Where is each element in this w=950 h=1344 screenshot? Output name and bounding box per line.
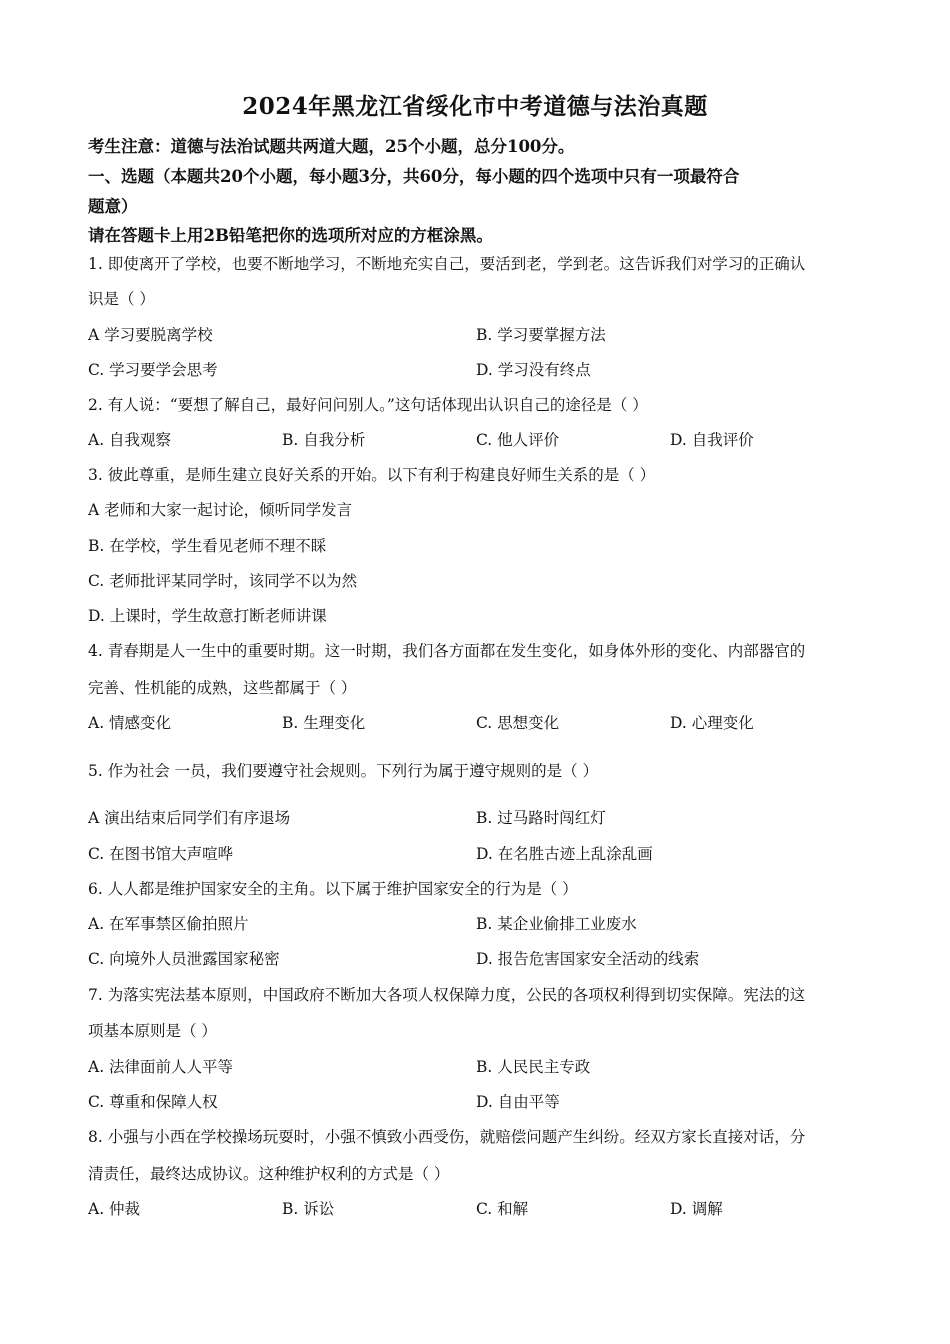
question-5-option-c: C. 在图书馆大声喧哗	[88, 845, 234, 863]
question-2-stem: 2. 有人说：“要想了解自己，最好问问别人。”这句话体现出认识自己的途径是（ ）	[88, 396, 648, 414]
question-7-stem-line2: 项基本原则是（ ）	[88, 1022, 217, 1040]
question-2-option-b: B. 自我分析	[282, 431, 366, 449]
question-3-stem: 3. 彼此尊重，是师生建立良好关系的开始。以下有利于构建良好师生关系的是（ ）	[88, 466, 656, 484]
question-6-option-d: D. 报告危害国家安全活动的线索	[476, 950, 700, 968]
question-4-option-d: D. 心理变化	[670, 714, 754, 732]
question-1-option-c: C. 学习要学会思考	[88, 361, 218, 379]
question-6-option-b: B. 某企业偷排工业废水	[476, 915, 637, 933]
question-1-stem-line1: 1. 即使离开了学校，也要不断地学习，不断地充实自己，要活到老，学到老。这告诉我们对学习的正确认	[88, 255, 806, 273]
question-5-option-a: A 演出结束后同学们有序退场	[88, 809, 291, 827]
question-8-option-b: B. 诉讼	[282, 1200, 335, 1218]
question-8-stem-line1: 8. 小强与小西在学校操场玩耍时，小强不慎致小西受伤，就赔偿问题产生纠纷。经双方家长直接对话，分	[88, 1128, 806, 1146]
page-title: 2024年黑龙江省绥化市中考道德与法治真题	[242, 93, 708, 120]
question-4-option-b: B. 生理变化	[282, 714, 366, 732]
section-instruction: 请在答题卡上用2B铅笔把你的选项所对应的方框涂黑。	[88, 226, 493, 245]
question-5-option-d: D. 在名胜古迹上乱涂乱画	[476, 845, 653, 863]
question-4-option-c: C. 思想变化	[476, 714, 560, 732]
question-4-stem-line1: 4. 青春期是人一生中的重要时期。这一时期，我们各方面都在发生变化，如身体外形的变化、内部器官的	[88, 642, 806, 660]
question-3-option-d: D. 上课时，学生故意打断老师讲课	[88, 607, 327, 625]
question-8-stem-line2: 清责任，最终达成协议。这种维护权利的方式是（ ）	[88, 1165, 450, 1183]
question-7-stem-line1: 7. 为落实宪法基本原则，中国政府不断加大各项人权保障力度，公民的各项权利得到切实保障。宪法的这	[88, 986, 806, 1004]
question-7-option-c: C. 尊重和保障人权	[88, 1093, 218, 1111]
section-heading-line1: 一、选题（本题共20个小题，每小题3分，共60分，每小题的四个选项中只有一项最符合	[88, 167, 740, 186]
question-4-option-a: A. 情感变化	[88, 714, 172, 732]
question-5-stem: 5. 作为社会 一员，我们要遵守社会规则。下列行为属于遵守规则的是（ ）	[88, 762, 599, 780]
exam-notice: 考生注意：道德与法治试题共两道大题，25个小题，总分100分。	[88, 137, 575, 156]
question-2-option-d: D. 自我评价	[670, 431, 754, 449]
question-1-option-b: B. 学习要掌握方法	[476, 326, 606, 344]
question-3-option-c: C. 老师批评某同学时，该同学不以为然	[88, 572, 358, 590]
question-7-option-b: B. 人民民主专政	[476, 1058, 591, 1076]
question-6-stem: 6. 人人都是维护国家安全的主角。以下属于维护国家安全的行为是（ ）	[88, 880, 578, 898]
section-heading-line2: 题意）	[88, 197, 138, 216]
question-1-stem-line2: 识是（ ）	[88, 290, 155, 308]
question-8-option-c: C. 和解	[476, 1200, 529, 1218]
question-7-option-d: D. 自由平等	[476, 1093, 560, 1111]
question-1-option-a: A 学习要脱离学校	[88, 326, 213, 344]
question-3-option-b: B. 在学校，学生看见老师不理不睬	[88, 537, 327, 555]
question-4-stem-line2: 完善、性机能的成熟，这些都属于（ ）	[88, 679, 357, 697]
question-5-option-b: B. 过马路时闯红灯	[476, 809, 606, 827]
question-8-option-d: D. 调解	[670, 1200, 723, 1218]
question-8-option-a: A. 仲裁	[88, 1200, 141, 1218]
question-6-option-a: A. 在军事禁区偷拍照片	[88, 915, 249, 933]
question-2-option-c: C. 他人评价	[476, 431, 560, 449]
question-6-option-c: C. 向境外人员泄露国家秘密	[88, 950, 280, 968]
question-3-option-a: A 老师和大家一起讨论，倾听同学发言	[88, 501, 353, 519]
question-1-option-d: D. 学习没有终点	[476, 361, 591, 379]
question-7-option-a: A. 法律面前人人平等	[88, 1058, 234, 1076]
question-2-option-a: A. 自我观察	[88, 431, 172, 449]
